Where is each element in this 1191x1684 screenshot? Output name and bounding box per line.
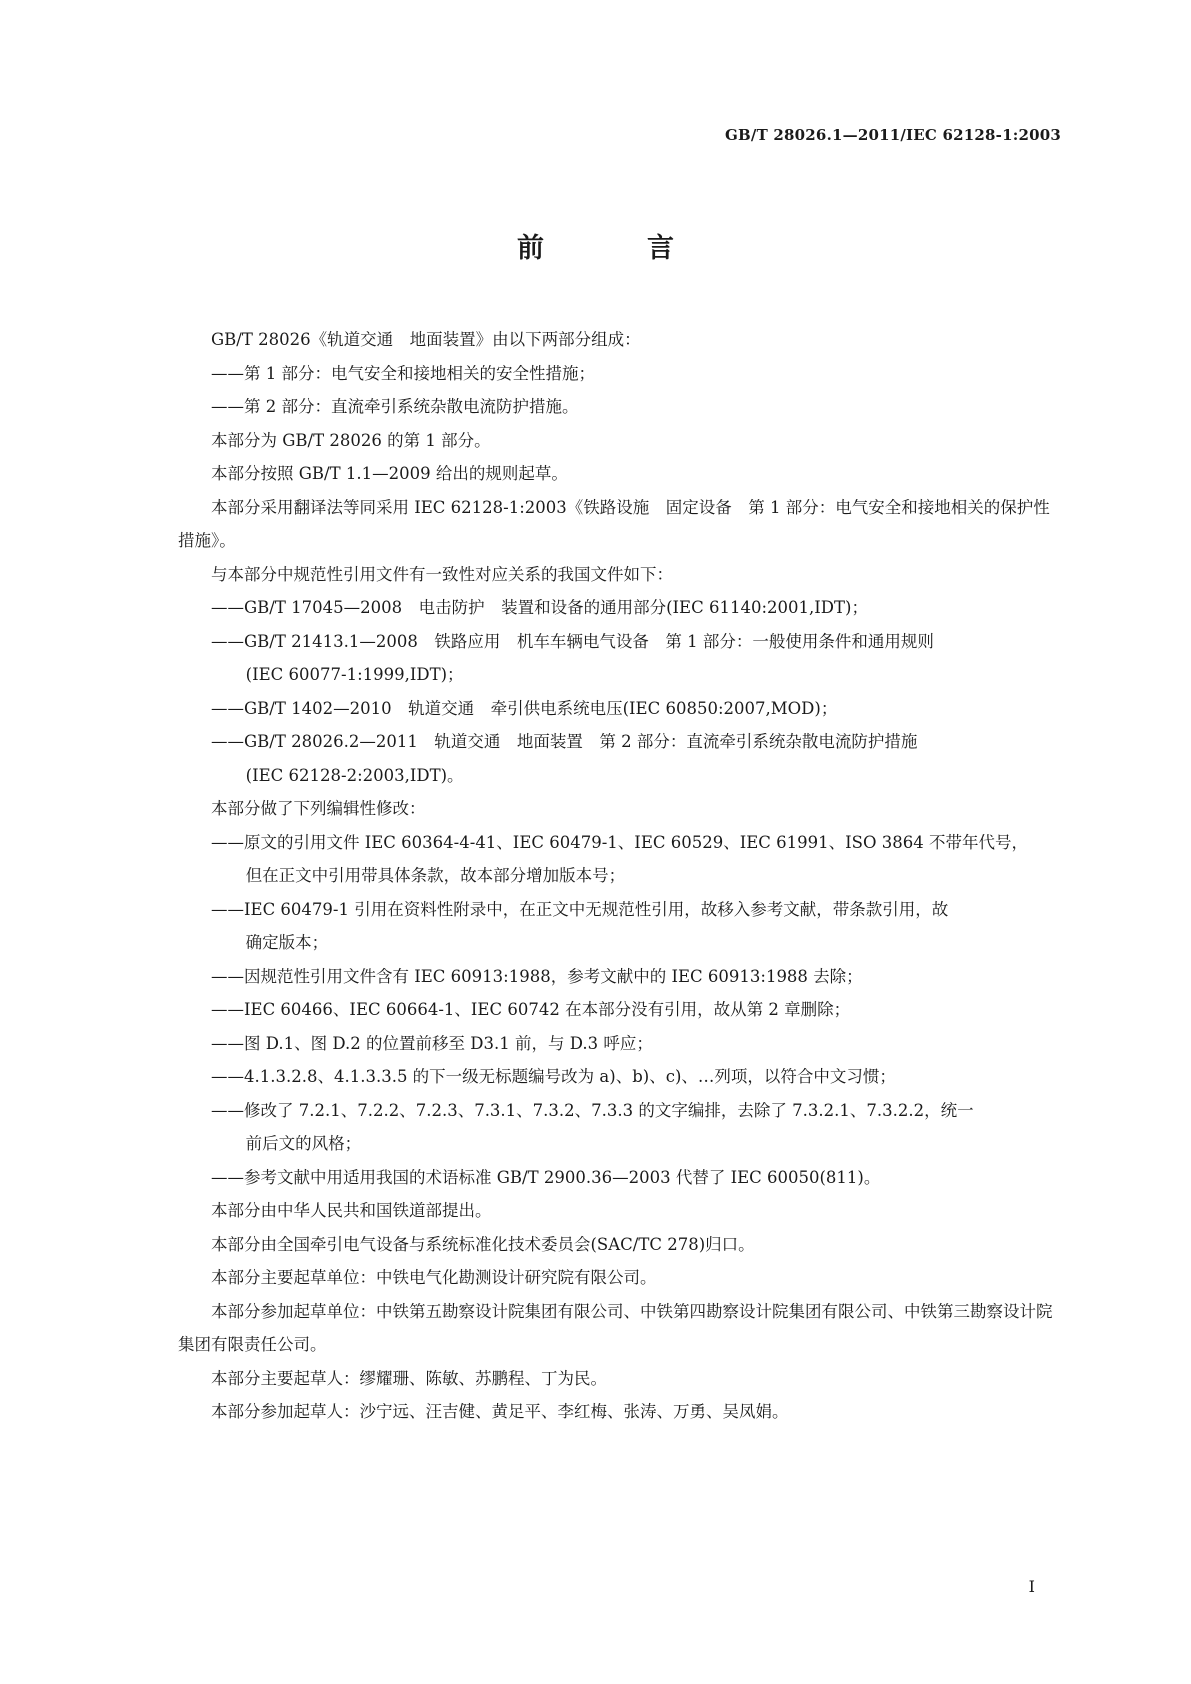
paragraph [178,1295,1066,1362]
line-text: 本部分为 GB/T 28026 的第 1 部分。 [211,430,491,450]
paragraph [178,558,1066,592]
list-item [178,960,1066,994]
line-text: ——IEC 60466、IEC 60664-1、IEC 60742 在本部分没有引用，故从第 2 章删除； [211,1000,851,1019]
line-text: ——图 D.1、图 D.2 的位置前移至 D3.1 前，与 D.3 呼应； [211,1033,653,1053]
paragraph [178,1194,1066,1228]
line-text: ——参考文献中用适用我国的术语标准 GB/T 2900.36—2003 代替了 IEC 60050(811)。 [211,1167,881,1187]
line-text: 本部分主要起草单位：中铁电气化勘测设计研究院有限公司。 [211,1268,657,1287]
paragraph [178,457,1066,491]
line-text: ——4.1.3.2.8、4.1.3.3.5 的下一级无标题编号改为 a)、b)、c)、…列项，以符合中文习惯； [211,1067,896,1086]
line-text: ——第 2 部分：直流牵引系统杂散电流防护措施。 [211,397,579,416]
paragraph [178,1362,1066,1396]
list-item [178,826,1066,893]
list-item [178,725,1066,792]
list-item [178,591,1066,625]
line-continuation: (IEC 62128-2:2003,IDT)。 [245,765,464,785]
line-text: ——GB/T 17045—2008 电击防护 装置和设备的通用部分(IEC 61140:2001,IDT)； [211,598,868,617]
line-text: ——IEC 60479-1 引用在资料性附录中，在正文中无规范性引用，故移入参考文献，带条款引用，故 [211,899,949,919]
line-text: ——GB/T 28026.2—2011 轨道交通 地面装置 第 2 部分：直流牵引系统杂散电流防护措施 [211,732,918,751]
line-text: ——修改了 7.2.1、7.2.2、7.2.3、7.3.1、7.3.2、7.3.3 的文字编排，去除了 7.3.2.1、7.3.2.2，统一 [211,1100,974,1120]
line-text: 与本部分中规范性引用文件有一致性对应关系的我国文件如下： [211,564,673,584]
line-text: 本部分采用翻译法等同采用 IEC 62128-1:2003《铁路设施 固定设备 第 1 部分：电气安全和接地相关的保护性措施》。 [178,497,1050,550]
standard-number-header: GB/T 28026.1—2011/IEC 62128-1:2003 [725,126,1061,144]
line-text: 本部分主要起草人：缪耀珊、陈敏、苏鹏程、丁为民。 [211,1368,607,1388]
list-item [178,1027,1066,1061]
line-text: 本部分参加起草单位：中铁第五勘察设计院集团有限公司、中铁第四勘察设计院集团有限公司、中铁第三勘察设计院集团有限责任公司。 [178,1301,1053,1354]
line-text: GB/T 28026《轨道交通 地面装置》由以下两部分组成： [211,330,641,349]
paragraph [178,491,1066,558]
foreword-body [178,323,1066,1429]
line-text: 本部分由全国牵引电气设备与系统标准化技术委员会(SAC/TC 278)归口。 [211,1234,755,1254]
list-item [178,625,1066,692]
line-text: 本部分参加起草人：沙宁远、汪吉健、黄足平、李红梅、张涛、万勇、吴凤娟。 [211,1402,789,1421]
list-item [178,357,1066,391]
paragraph [178,1228,1066,1262]
line-continuation: 前后文的风格； [245,1134,362,1153]
line-continuation: (IEC 60077-1:1999,IDT)； [245,665,464,684]
line-text: ——GB/T 21413.1—2008 铁路应用 机车车辆电气设备 第 1 部分：一般使用条件和通用规则 [211,631,934,651]
paragraph [178,424,1066,458]
list-item [178,1094,1066,1161]
line-text: ——因规范性引用文件含有 IEC 60913:1988，参考文献中的 IEC 60913:1988 去除； [211,966,863,986]
paragraph [178,323,1066,357]
list-item [178,1060,1066,1094]
line-text: ——原文的引用文件 IEC 60364-4-41、IEC 60479-1、IEC 60529、IEC 61991、ISO 3864 不带年代号， [211,832,1028,852]
line-text: ——GB/T 1402—2010 轨道交通 牵引供电系统电压(IEC 60850:2007,MOD)； [211,698,838,718]
paragraph [178,1395,1066,1429]
paragraph [178,792,1066,826]
page-title: 前 言 [517,233,712,264]
line-text: 本部分由中华人民共和国铁道部提出。 [211,1201,492,1220]
list-item [178,993,1066,1027]
list-item [178,893,1066,960]
line-text: 本部分按照 GB/T 1.1—2009 给出的规则起草。 [211,464,568,483]
line-continuation: 但在正文中引用带具体条款，故本部分增加版本号； [245,866,626,885]
line-text: 本部分做了下列编辑性修改： [211,799,426,818]
list-item [178,1161,1066,1195]
paragraph [178,1261,1066,1295]
page-number: I [1028,1577,1035,1596]
list-item [178,390,1066,424]
list-item [178,692,1066,726]
line-continuation: 确定版本； [245,933,329,952]
line-text: ——第 1 部分：电气安全和接地相关的安全性措施； [211,363,595,383]
